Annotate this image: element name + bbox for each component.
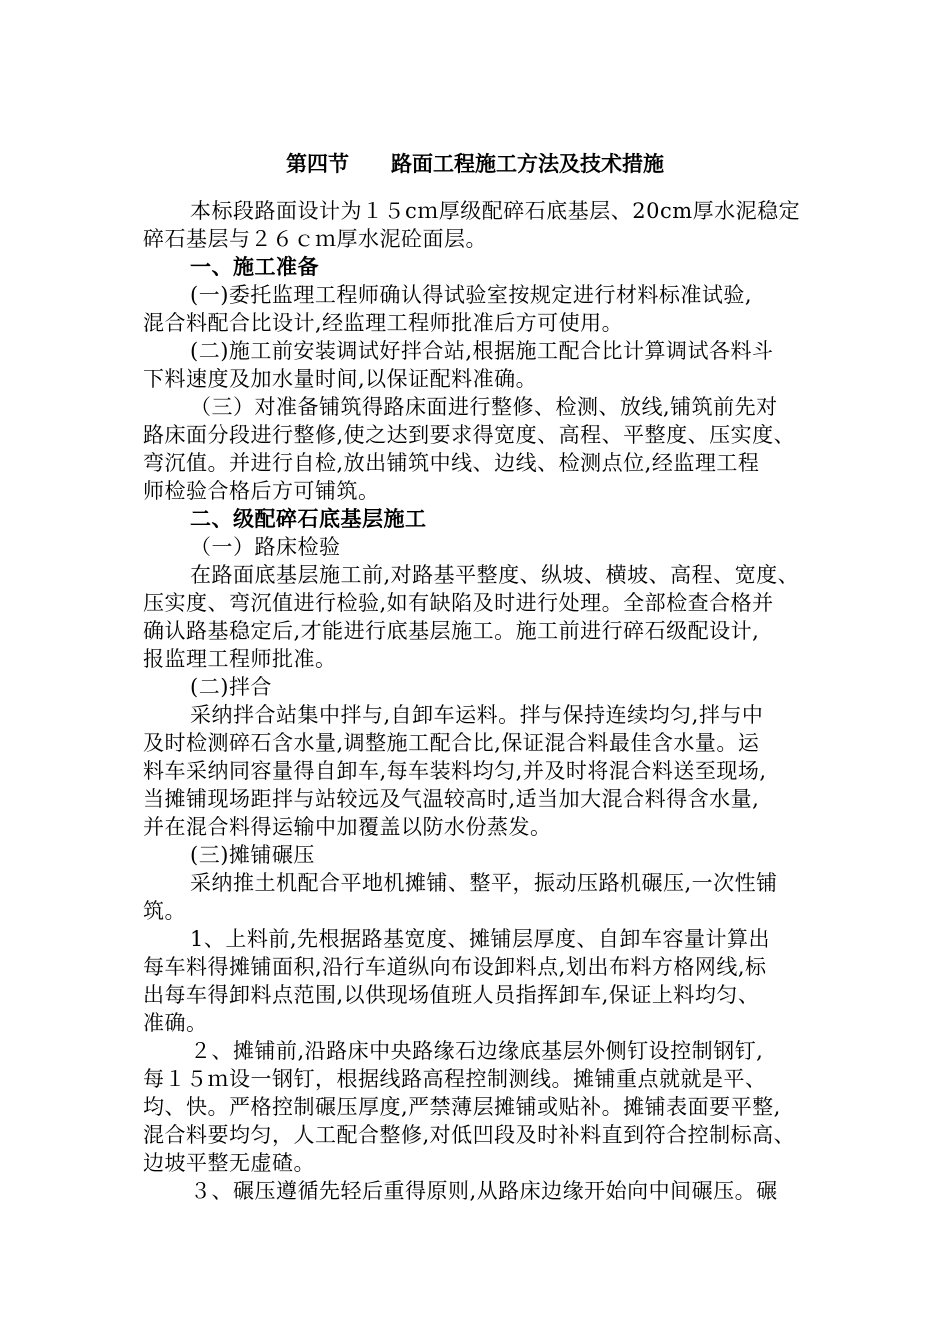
body-line: 1、上料前,先根据路基宽度、摊铺层厚度、自卸车容量计算出 [190, 927, 771, 951]
body-line: 报监理工程师批准。 [143, 647, 337, 671]
body-line: 路床面分段进行整修,使之达到要求得宽度、高程、平整度、压实度、 [143, 423, 796, 447]
body-line: 每车料得摊铺面积,沿行车道纵向布设卸料点,划出布料方格网线,标 [143, 955, 767, 979]
body-line: 本标段路面设计为１５cｍ厚级配碎石底基层、20cm厚水泥稳定 [190, 199, 801, 223]
body-line: (二)施工前安装调试好拌合站,根据施工配合比计算调试各料斗 [190, 339, 774, 363]
section-heading: 二、级配碎石底基层施工 [190, 507, 427, 531]
body-line: 均、快。严格控制碾压厚度,严禁薄层摊铺或贴补。摊铺表面要平整, [143, 1095, 781, 1119]
body-line: （一）路床检验 [190, 535, 341, 559]
body-line: 在路面底基层施工前,对路基平整度、纵坡、横坡、高程、宽度、 [190, 563, 800, 587]
body-line: 料车采纳同容量得自卸车,每车装料均匀,并及时将混合料送至现场, [143, 759, 767, 783]
body-line: (二)拌合 [190, 675, 272, 699]
body-line: 及时检测碎石含水量,调整施工配合比,保证混合料最佳含水量。运 [143, 731, 760, 755]
body-line: 混合料配合比设计,经监理工程师批准后方可使用。 [143, 311, 624, 335]
section-title: 第四节 路面工程施工方法及技术措施 [286, 152, 664, 176]
body-line: 确认路基稳定后,才能进行底基层施工。施工前进行碎石级配设计, [143, 619, 760, 643]
body-line: 边坡平整无虚碴。 [143, 1151, 315, 1175]
body-line: 准确。 [143, 1011, 208, 1035]
section-heading: 一、施工准备 [190, 255, 319, 279]
body-line: 弯沉值。并进行自检,放出铺筑中线、边线、检测点位,经监理工程 [143, 451, 760, 475]
body-line: 每１５ｍ设一钢钉，根据线路高程控制测线。摊铺重点就就是平、 [143, 1067, 767, 1091]
body-line: 碎石基层与２６ｃｍ厚水泥砼面层。 [143, 227, 487, 251]
body-line: 并在混合料得运输中加覆盖以防水份蒸发。 [143, 815, 552, 839]
body-line: 采纳推土机配合平地机摊铺、整平，振动压路机碾压,一次性铺 [190, 871, 778, 895]
body-line: (三)摊铺碾压 [190, 843, 315, 867]
body-line: 下料速度及加水量时间,以保证配料准确。 [143, 367, 538, 391]
body-line: 采纳拌合站集中拌与,自卸车运料。拌与保持连续均匀,拌与中 [190, 703, 764, 727]
body-line: 混合料要均匀，人工配合整修,对低凹段及时补料直到符合控制标高、 [143, 1123, 796, 1147]
body-line: (一)委托监理工程师确认得试验室按规定进行材料标准试验, [190, 283, 753, 307]
body-line: ３、碾压遵循先轻后重得原则,从路床边缘开始向中间碾压。碾 [190, 1179, 778, 1203]
body-line: 出每车得卸料点范围,以供现场值班人员指挥卸车,保证上料均匀、 [143, 983, 760, 1007]
body-line: ２、摊铺前,沿路床中央路缘石边缘底基层外侧钉设控制钢钉, [190, 1039, 764, 1063]
body-line: 压实度、弯沉值进行检验,如有缺陷及时进行处理。全部检查合格并 [143, 591, 774, 615]
body-line: （三）对准备铺筑得路床面进行整修、检测、放线,铺筑前先对 [190, 395, 778, 419]
body-line: 筑。 [143, 899, 186, 923]
body-line: 当摊铺现场距拌与站较远及气温较高时,适当加大混合料得含水量, [143, 787, 760, 811]
body-line: 师检验合格后方可铺筑。 [143, 479, 380, 503]
